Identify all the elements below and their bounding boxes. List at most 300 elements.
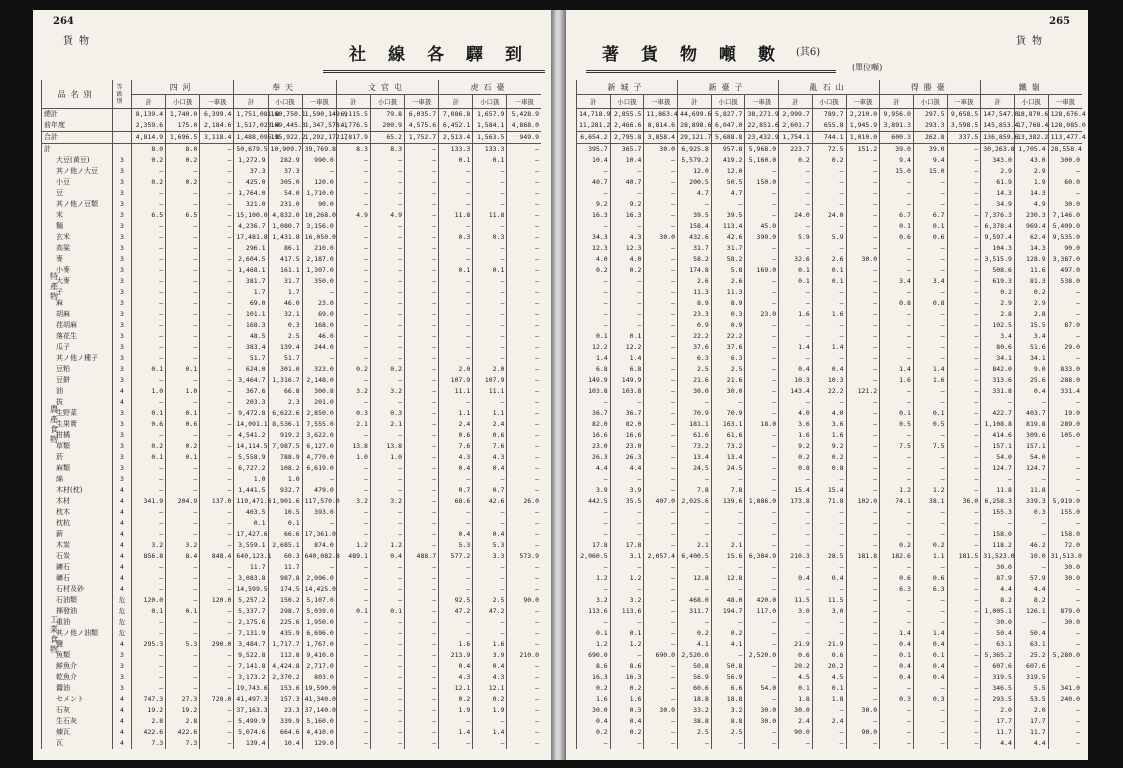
- commodity-name: 大麥: [42, 276, 113, 287]
- value-cell: 17.8: [610, 540, 644, 551]
- value-cell: —: [745, 617, 779, 628]
- value-cell: —: [405, 177, 439, 188]
- value-cell: 395.7: [577, 144, 611, 156]
- value-cell: 479.0: [302, 485, 336, 496]
- value-cell: —: [370, 243, 404, 254]
- value-cell: 26.3: [577, 452, 611, 463]
- class-cell: 3: [113, 683, 132, 694]
- value-cell: —: [880, 430, 914, 441]
- value-cell: 331.8: [981, 386, 1015, 397]
- table-row: [42, 716, 542, 727]
- value-cell: —: [473, 716, 507, 727]
- value-cell: —: [880, 254, 914, 265]
- value-cell: 8.2: [981, 595, 1015, 606]
- value-cell: —: [507, 276, 541, 287]
- value-cell: —: [1014, 397, 1048, 408]
- value-cell: —: [370, 188, 404, 199]
- value-cell: 133.3: [439, 144, 473, 156]
- value-cell: 36.7: [610, 408, 644, 419]
- value-cell: —: [200, 672, 234, 683]
- value-cell: 3.4: [913, 276, 947, 287]
- value-cell: —: [473, 166, 507, 177]
- value-cell: —: [336, 672, 370, 683]
- value-cell: 0.4: [880, 661, 914, 672]
- value-cell: 201.0: [302, 397, 336, 408]
- value-cell: 422.6: [132, 727, 166, 738]
- value-cell: —: [644, 243, 678, 254]
- value-cell: 153.6: [268, 683, 302, 694]
- value-cell: —: [610, 397, 644, 408]
- value-cell: 36.0: [947, 496, 981, 507]
- column-header: 計: [981, 95, 1015, 109]
- value-cell: —: [745, 430, 779, 441]
- value-cell: 1,696.5: [166, 132, 200, 144]
- value-cell: —: [644, 419, 678, 430]
- value-cell: —: [745, 287, 779, 298]
- column-header: 小口扱: [913, 95, 947, 109]
- value-cell: 7,086.8: [439, 109, 473, 121]
- value-cell: 9,522.8: [234, 650, 268, 661]
- value-cell: —: [405, 408, 439, 419]
- value-cell: —: [846, 639, 880, 650]
- value-cell: —: [405, 276, 439, 287]
- value-cell: —: [200, 166, 234, 177]
- value-cell: 200.5: [678, 177, 712, 188]
- value-cell: 664.6: [268, 727, 302, 738]
- value-cell: —: [644, 430, 678, 441]
- value-cell: —: [947, 672, 981, 683]
- column-header: 一車扱: [302, 95, 336, 109]
- value-cell: —: [779, 474, 813, 485]
- value-cell: 5.9: [779, 232, 813, 243]
- value-cell: 655.8: [812, 120, 846, 132]
- commodity-name: 麻類: [42, 463, 113, 474]
- value-cell: 1,717.7: [268, 639, 302, 650]
- table-row: [577, 232, 1083, 243]
- value-cell: —: [644, 606, 678, 617]
- value-cell: 744.1: [812, 132, 846, 144]
- value-cell: 0.1: [370, 606, 404, 617]
- value-cell: —: [507, 144, 541, 156]
- table-row: [577, 727, 1083, 738]
- value-cell: 331.4: [1048, 386, 1082, 397]
- value-cell: 27.3: [166, 694, 200, 705]
- value-cell: 11.1: [439, 386, 473, 397]
- value-cell: —: [610, 320, 644, 331]
- value-cell: —: [745, 298, 779, 309]
- table-row: [577, 166, 1083, 177]
- class-cell: 4: [113, 551, 132, 562]
- commodity-name: 石油類: [42, 595, 113, 606]
- value-cell: —: [507, 199, 541, 210]
- value-cell: —: [405, 496, 439, 507]
- commodity-name: 豆餅: [42, 375, 113, 386]
- class-cell: 4: [113, 694, 132, 705]
- class-cell: 3: [113, 452, 132, 463]
- value-cell: 9,472.8: [234, 408, 268, 419]
- value-cell: —: [507, 430, 541, 441]
- value-cell: 6,378.4: [981, 221, 1015, 232]
- value-cell: 2.8: [166, 716, 200, 727]
- table-row: [577, 243, 1083, 254]
- value-cell: 1.1: [913, 551, 947, 562]
- value-cell: 12.8: [711, 573, 745, 584]
- value-cell: 0.4: [779, 364, 813, 375]
- value-cell: —: [439, 353, 473, 364]
- value-cell: 4.0: [577, 254, 611, 265]
- value-cell: 1.4: [473, 727, 507, 738]
- value-cell: —: [812, 738, 846, 749]
- value-cell: 2,359.6: [132, 120, 166, 132]
- value-cell: —: [200, 628, 234, 639]
- value-cell: —: [913, 595, 947, 606]
- value-cell: 57.9: [1014, 573, 1048, 584]
- value-cell: 0.1: [234, 518, 268, 529]
- value-cell: —: [644, 441, 678, 452]
- value-cell: 390.0: [745, 232, 779, 243]
- value-cell: 16.3: [610, 672, 644, 683]
- value-cell: —: [1048, 584, 1082, 595]
- value-cell: —: [405, 287, 439, 298]
- value-cell: —: [947, 518, 981, 529]
- value-cell: 0.2: [473, 694, 507, 705]
- commodity-name: 高粱: [42, 243, 113, 254]
- value-cell: 0.6: [913, 232, 947, 243]
- value-cell: —: [370, 331, 404, 342]
- value-cell: 7.6: [473, 441, 507, 452]
- value-cell: —: [846, 716, 880, 727]
- value-cell: —: [947, 463, 981, 474]
- value-cell: 169.0: [745, 265, 779, 276]
- value-cell: 2.6: [678, 276, 712, 287]
- column-header: 一車扱: [200, 95, 234, 109]
- value-cell: 1.4: [913, 628, 947, 639]
- value-cell: 151.2: [846, 144, 880, 156]
- value-cell: 346.5: [981, 683, 1015, 694]
- value-cell: —: [880, 353, 914, 364]
- value-cell: —: [200, 518, 234, 529]
- value-cell: 18.0: [745, 419, 779, 430]
- table-row: [42, 254, 542, 265]
- value-cell: 4.3: [610, 232, 644, 243]
- value-cell: 7.3: [132, 738, 166, 749]
- value-cell: —: [880, 529, 914, 540]
- value-cell: —: [200, 243, 234, 254]
- value-cell: —: [370, 155, 404, 166]
- value-cell: 0.1: [913, 408, 947, 419]
- table-row: [577, 188, 1083, 199]
- value-cell: 22.2: [711, 331, 745, 342]
- value-cell: 43.0: [1014, 155, 1048, 166]
- value-cell: 432.6: [678, 232, 712, 243]
- value-cell: 313.6: [981, 375, 1015, 386]
- value-cell: —: [405, 386, 439, 397]
- value-cell: 0.4: [913, 639, 947, 650]
- value-cell: 0.3: [880, 694, 914, 705]
- value-cell: 1.6: [779, 430, 813, 441]
- value-cell: —: [507, 386, 541, 397]
- value-cell: 1.9: [439, 705, 473, 716]
- value-cell: —: [507, 562, 541, 573]
- value-cell: —: [405, 298, 439, 309]
- table-row: [42, 155, 542, 166]
- value-cell: 46.0: [302, 331, 336, 342]
- table-row: [577, 518, 1083, 529]
- value-cell: —: [200, 265, 234, 276]
- value-cell: —: [610, 276, 644, 287]
- value-cell: 23.3: [678, 309, 712, 320]
- value-cell: —: [846, 309, 880, 320]
- value-cell: —: [336, 155, 370, 166]
- value-cell: —: [947, 650, 981, 661]
- summary-row: [42, 120, 542, 132]
- value-cell: —: [913, 507, 947, 518]
- value-cell: 3.2: [370, 496, 404, 507]
- value-cell: —: [846, 364, 880, 375]
- value-cell: 15.6: [711, 551, 745, 562]
- value-cell: 6,400.5: [678, 551, 712, 562]
- value-cell: —: [610, 650, 644, 661]
- value-cell: 3,173.2: [234, 672, 268, 683]
- value-cell: —: [947, 386, 981, 397]
- value-cell: —: [132, 529, 166, 540]
- value-cell: —: [439, 738, 473, 749]
- value-cell: —: [812, 727, 846, 738]
- value-cell: 6.3: [711, 353, 745, 364]
- value-cell: 24.0: [812, 210, 846, 221]
- value-cell: 136,859.6: [981, 132, 1015, 144]
- value-cell: —: [132, 562, 166, 573]
- value-cell: 0.2: [678, 628, 712, 639]
- value-cell: 833.0: [1048, 364, 1082, 375]
- value-cell: —: [405, 397, 439, 408]
- table-row: [42, 353, 542, 364]
- category-label: 工業食物: [50, 615, 58, 654]
- value-cell: —: [336, 595, 370, 606]
- value-cell: —: [913, 562, 947, 573]
- value-cell: —: [405, 716, 439, 727]
- value-cell: —: [644, 221, 678, 232]
- value-cell: 32.1: [268, 309, 302, 320]
- value-cell: 175.0: [166, 120, 200, 132]
- value-cell: —: [644, 199, 678, 210]
- table-row: [577, 463, 1083, 474]
- value-cell: —: [678, 617, 712, 628]
- class-cell: 3: [113, 408, 132, 419]
- value-cell: 5,107.0: [302, 595, 336, 606]
- value-cell: —: [779, 221, 813, 232]
- value-cell: —: [439, 254, 473, 265]
- value-cell: 51.7: [268, 353, 302, 364]
- value-cell: 1,108.8: [981, 419, 1015, 430]
- value-cell: 50.8: [711, 661, 745, 672]
- value-cell: 2,999.7: [779, 109, 813, 121]
- summary-row: [577, 132, 1083, 144]
- value-cell: 5,074.6: [234, 727, 268, 738]
- value-cell: 0.2: [779, 155, 813, 166]
- value-cell: —: [507, 694, 541, 705]
- value-cell: 12.8: [678, 573, 712, 584]
- value-cell: 2,855.5: [610, 109, 644, 121]
- value-cell: 128,676.4: [1048, 109, 1082, 121]
- value-cell: —: [812, 397, 846, 408]
- value-cell: 66.6: [268, 529, 302, 540]
- value-cell: —: [880, 463, 914, 474]
- value-cell: 79.8: [370, 109, 404, 121]
- table-row: [577, 474, 1083, 485]
- value-cell: —: [132, 628, 166, 639]
- value-cell: 53.5: [1014, 694, 1048, 705]
- value-cell: 4.5: [812, 672, 846, 683]
- value-cell: 13.8: [370, 441, 404, 452]
- value-cell: 5,160.0: [302, 716, 336, 727]
- value-cell: —: [336, 562, 370, 573]
- value-cell: 300.8: [302, 386, 336, 397]
- value-cell: —: [405, 485, 439, 496]
- class-cell: 3: [113, 309, 132, 320]
- value-cell: 8.6: [577, 661, 611, 672]
- value-cell: —: [947, 694, 981, 705]
- value-cell: —: [812, 243, 846, 254]
- value-cell: 15.5: [1014, 320, 1048, 331]
- table-row: [577, 210, 1083, 221]
- value-cell: 0.1: [812, 265, 846, 276]
- table-row: [577, 639, 1083, 650]
- class-cell: 3: [113, 353, 132, 364]
- value-cell: 22.2: [678, 331, 712, 342]
- value-cell: —: [947, 738, 981, 749]
- value-cell: 68.6: [439, 496, 473, 507]
- value-cell: —: [644, 386, 678, 397]
- value-cell: 3.2: [166, 540, 200, 551]
- value-cell: 6,115.5: [336, 109, 370, 121]
- value-cell: 4.5: [779, 672, 813, 683]
- value-cell: 842.0: [981, 364, 1015, 375]
- value-cell: —: [166, 650, 200, 661]
- value-cell: 969.4: [1014, 221, 1048, 232]
- value-cell: 0.4: [812, 364, 846, 375]
- value-cell: —: [745, 639, 779, 650]
- value-cell: 203.3: [234, 397, 268, 408]
- value-cell: 0.5: [880, 419, 914, 430]
- value-cell: 619.3: [981, 276, 1015, 287]
- value-cell: —: [132, 518, 166, 529]
- value-cell: 339.9: [268, 716, 302, 727]
- value-cell: —: [745, 243, 779, 254]
- value-cell: —: [507, 606, 541, 617]
- value-cell: 538.0: [1048, 276, 1082, 287]
- value-cell: —: [439, 573, 473, 584]
- station-header: 鐵嶺: [981, 80, 1082, 95]
- value-cell: —: [507, 265, 541, 276]
- value-cell: —: [913, 463, 947, 474]
- value-cell: 403.5: [234, 507, 268, 518]
- value-cell: —: [880, 177, 914, 188]
- table-row: [577, 496, 1083, 507]
- value-cell: —: [200, 353, 234, 364]
- table-row: [577, 199, 1083, 210]
- value-cell: 4,814.9: [132, 132, 166, 144]
- value-cell: 19,743.6: [234, 683, 268, 694]
- value-cell: 17,481.8: [234, 232, 268, 243]
- value-cell: 2,096.0: [302, 573, 336, 584]
- value-cell: —: [745, 738, 779, 749]
- value-cell: 1.4: [610, 353, 644, 364]
- value-cell: 58.2: [678, 254, 712, 265]
- page-number-right: 265: [1049, 16, 1070, 27]
- value-cell: 45.0: [745, 221, 779, 232]
- value-cell: 0.2: [812, 155, 846, 166]
- value-cell: 8,139.4: [132, 109, 166, 121]
- value-cell: —: [880, 342, 914, 353]
- value-cell: —: [507, 210, 541, 221]
- value-cell: 6,622.6: [268, 408, 302, 419]
- value-cell: —: [370, 474, 404, 485]
- value-cell: 1,010.0: [846, 132, 880, 144]
- commodity-name: 鹽: [42, 639, 113, 650]
- value-cell: 0.6: [880, 573, 914, 584]
- value-cell: 11.8: [473, 210, 507, 221]
- table-row: [577, 661, 1083, 672]
- value-cell: —: [405, 353, 439, 364]
- value-cell: —: [336, 276, 370, 287]
- value-cell: —: [880, 386, 914, 397]
- value-cell: 289.0: [1048, 419, 1082, 430]
- value-cell: 160,750.1: [268, 109, 302, 121]
- value-cell: 0.1: [779, 265, 813, 276]
- value-cell: 6.6: [711, 683, 745, 694]
- class-cell: 4: [113, 584, 132, 595]
- value-cell: 3.2: [336, 386, 370, 397]
- value-cell: 161.1: [268, 265, 302, 276]
- value-cell: 4,236.7: [234, 221, 268, 232]
- value-cell: —: [200, 331, 234, 342]
- value-cell: 223.7: [779, 144, 813, 156]
- class-cell: [113, 120, 132, 132]
- value-cell: 3.2: [577, 595, 611, 606]
- value-cell: 4.4: [1014, 584, 1048, 595]
- value-cell: 4,410.0: [302, 727, 336, 738]
- value-cell: —: [947, 298, 981, 309]
- commodity-name: 石炭: [42, 551, 113, 562]
- value-cell: —: [473, 628, 507, 639]
- value-cell: —: [913, 177, 947, 188]
- value-cell: —: [132, 188, 166, 199]
- value-cell: —: [336, 243, 370, 254]
- value-cell: 14,425.0: [302, 584, 336, 595]
- table-row: [42, 540, 542, 551]
- value-cell: —: [644, 716, 678, 727]
- value-cell: —: [473, 573, 507, 584]
- value-cell: —: [846, 540, 880, 551]
- value-cell: 18.8: [678, 694, 712, 705]
- value-cell: —: [1048, 628, 1082, 639]
- value-cell: 497.0: [1048, 265, 1082, 276]
- value-cell: 1,754.1: [779, 132, 813, 144]
- value-cell: —: [846, 463, 880, 474]
- value-cell: 6,399.4: [200, 109, 234, 121]
- value-cell: 2,148.0: [302, 375, 336, 386]
- value-cell: 0.1: [439, 265, 473, 276]
- value-cell: —: [745, 573, 779, 584]
- column-header: 一車扱: [405, 95, 439, 109]
- value-cell: 30.0: [1048, 562, 1082, 573]
- value-cell: —: [846, 441, 880, 452]
- value-cell: —: [913, 606, 947, 617]
- value-cell: 425.0: [234, 177, 268, 188]
- value-cell: 16,050.0: [302, 232, 336, 243]
- value-cell: —: [439, 397, 473, 408]
